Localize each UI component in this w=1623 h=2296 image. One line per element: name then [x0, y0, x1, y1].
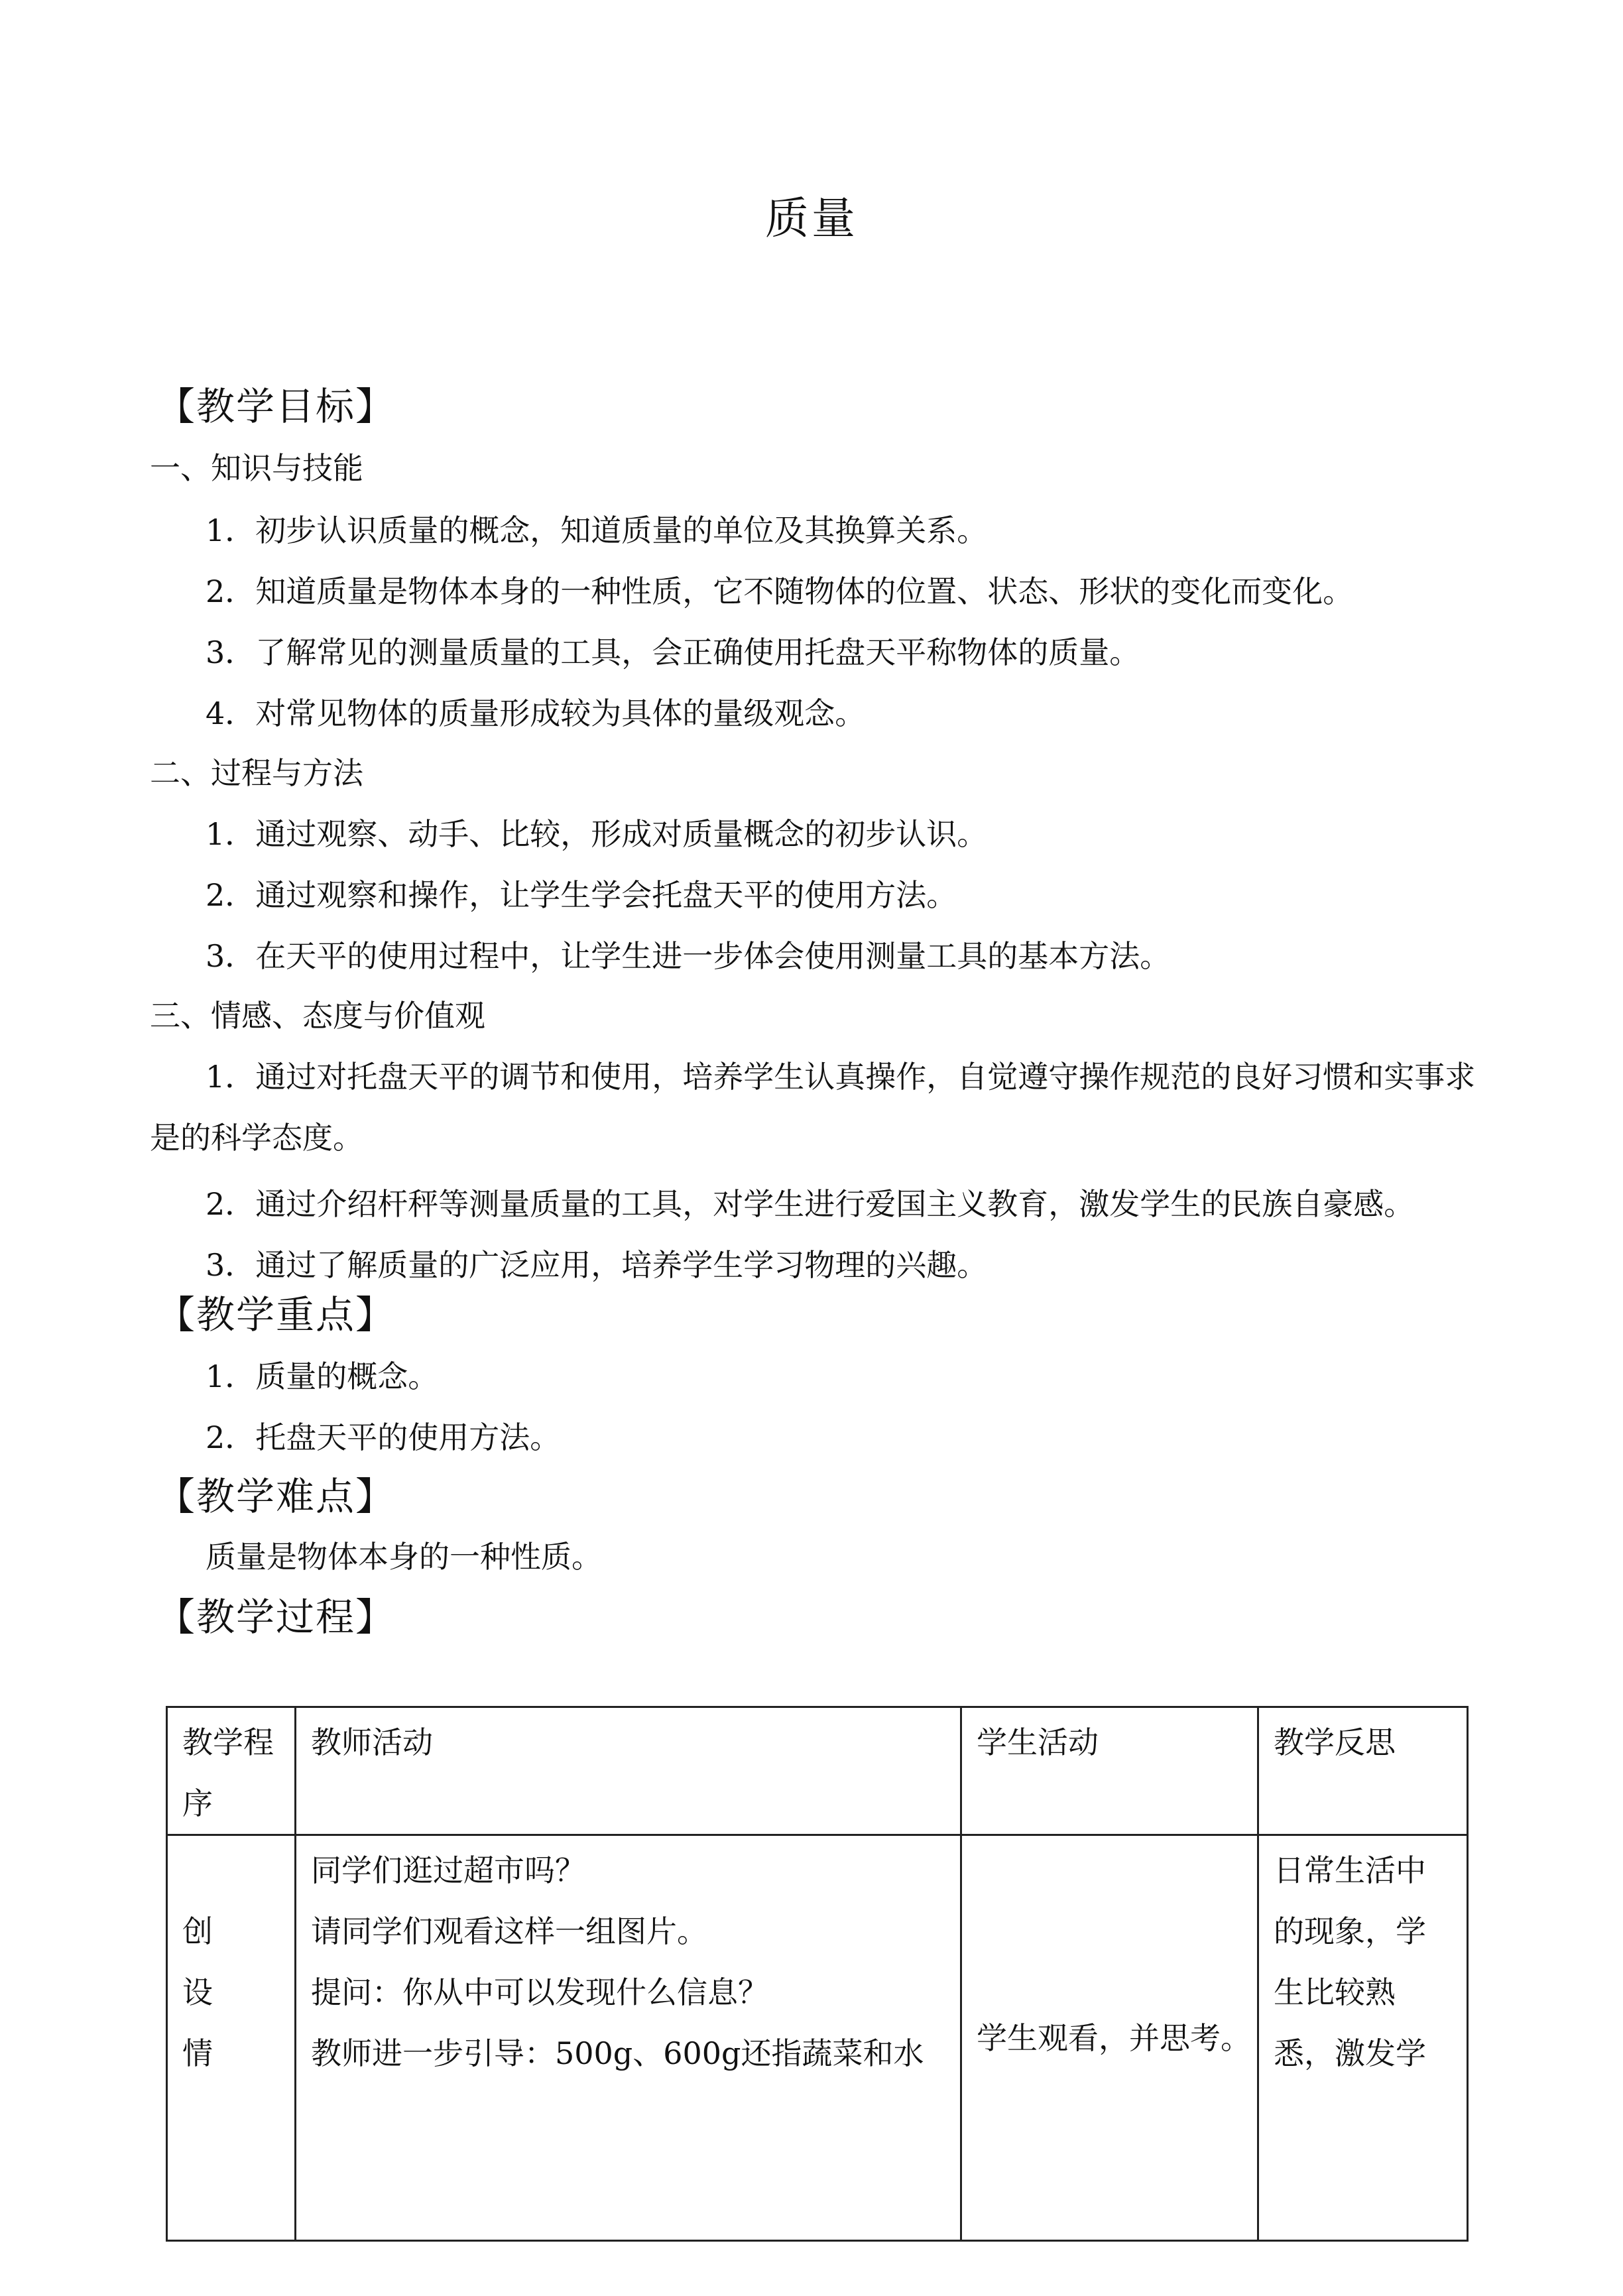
reflection-line: 的现象，学 — [1274, 1913, 1426, 1949]
teacher-line: 请同学们观看这样一组图片。 — [311, 1913, 707, 1949]
teacher-line: 教师进一步引导：500g、600g还指蔬菜和水 — [311, 2035, 924, 2071]
objective-item: 2．通过观察和操作，让学生学会托盘天平的使用方法。 — [206, 877, 957, 913]
header-stage: 教学程序 — [167, 1707, 296, 1835]
objective-item: 2．知道质量是物体本身的一种性质，它不随物体的位置、状态、形状的变化而变化。 — [206, 574, 1354, 609]
key-point-item: 1．质量的概念。 — [206, 1359, 439, 1394]
reflection-cell — [1258, 1835, 1468, 2241]
objective-item: 3．通过了解质量的广泛应用，培养学生学习物理的兴趣。 — [206, 1247, 988, 1283]
header-teacher-activity: 教师活动 — [296, 1707, 961, 1835]
objectives-group-2-title: 二、过程与方法 — [150, 755, 363, 791]
reflection-line: 日常生活中 — [1274, 1852, 1426, 1888]
header-reflection: 教学反思 — [1258, 1707, 1468, 1835]
table-header-row — [167, 1707, 1468, 1835]
reflection-line: 悉，激发学 — [1274, 2035, 1426, 2071]
table-row — [167, 1835, 1468, 2241]
reflection-line: 生比较熟 — [1274, 1974, 1396, 2010]
objective-item: 2．通过介绍杆秤等测量质量的工具，对学生进行爱国主义教育，激发学生的民族自豪感。 — [206, 1186, 1415, 1222]
key-points-heading: 【教学重点】 — [156, 1292, 396, 1337]
objectives-group-1-title: 一、知识与技能 — [150, 450, 363, 486]
stage-cell — [167, 1835, 296, 2241]
objective-item: 1．通过对托盘天平的调节和使用，培养学生认真操作，自觉遵守操作规范的良好习惯和实事求是的科学态度。 — [150, 1059, 1476, 1156]
stage-text: 创设情 — [182, 1913, 213, 2071]
objectives-group-3-title: 三、情感、态度与价值观 — [150, 998, 485, 1034]
objective-item: 1．通过观察、动手、比较，形成对质量概念的初步认识。 — [206, 816, 988, 852]
objectives-heading: 【教学目标】 — [156, 384, 396, 429]
teacher-line: 同学们逛过超市吗？ — [311, 1852, 585, 1888]
objective-item: 3．了解常见的测量质量的工具，会正确使用托盘天平称物体的质量。 — [206, 634, 1140, 670]
objective-item: 3．在天平的使用过程中，让学生进一步体会使用测量工具的基本方法。 — [206, 938, 1171, 974]
header-student-activity: 学生活动 — [961, 1707, 1258, 1835]
objective-item: 1．初步认识质量的概念，知道质量的单位及其换算关系。 — [206, 513, 988, 548]
process-table — [166, 1706, 1469, 2242]
teacher-line: 提问：你从中可以发现什么信息？ — [311, 1974, 768, 2010]
key-point-item: 2．托盘天平的使用方法。 — [206, 1420, 561, 1455]
difficulties-heading: 【教学难点】 — [156, 1474, 396, 1519]
page-title: 质量 — [765, 193, 858, 244]
student-activity-cell — [961, 1835, 1258, 2241]
teacher-activity-cell — [296, 1835, 961, 2241]
process-heading: 【教学过程】 — [156, 1595, 396, 1640]
objective-item: 4．对常见物体的质量形成较为具体的量级观念。 — [206, 695, 866, 731]
difficulty-text: 质量是物体本身的一种性质。 — [206, 1539, 602, 1575]
student-activity-text: 学生观看，并思考。 — [977, 2020, 1251, 2056]
